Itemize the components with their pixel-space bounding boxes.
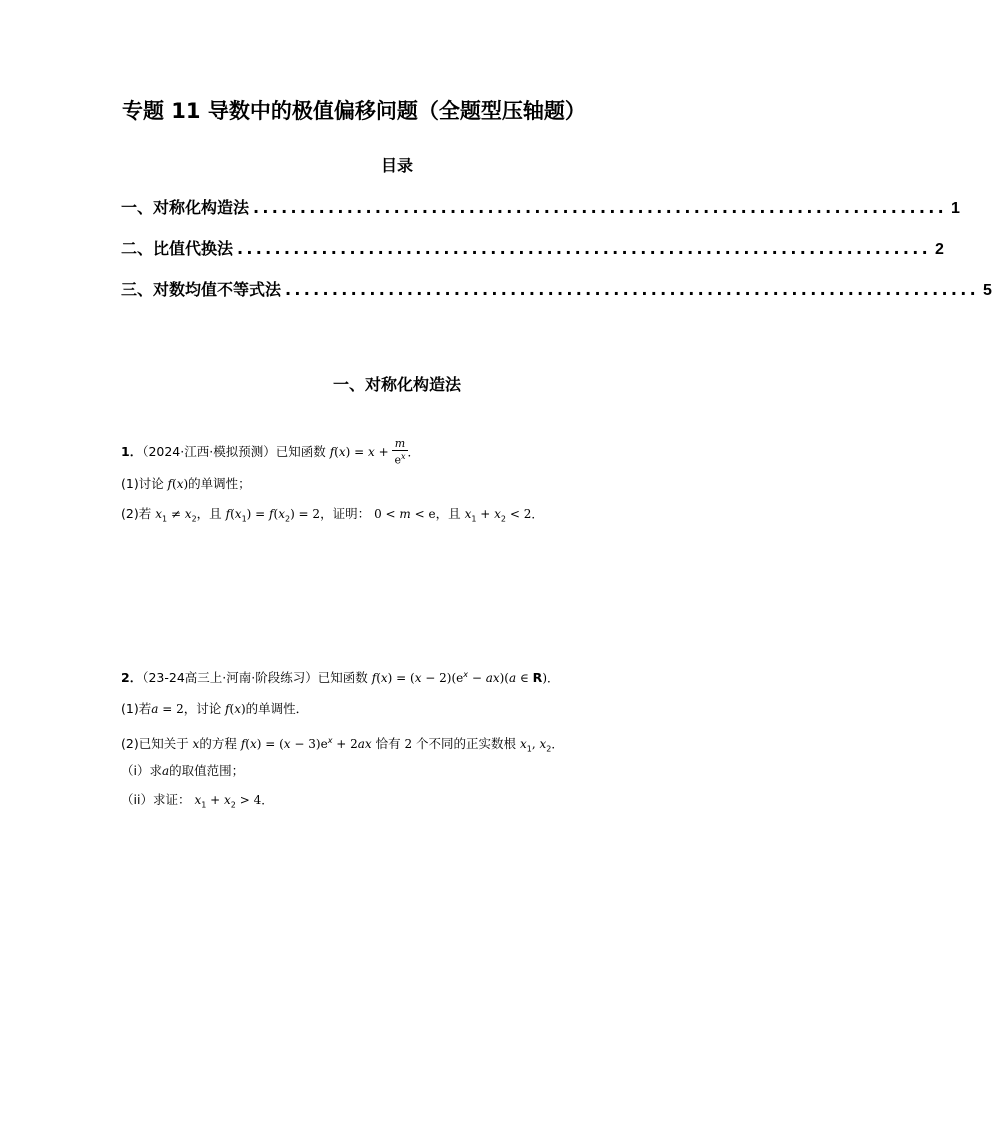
problem-source: （2024·江西·模拟预测）: [142, 443, 276, 459]
problem-source: （23-24高三上·河南·阶段练习）: [142, 670, 318, 686]
toc-item-page: 2: [935, 241, 944, 258]
formula-fx: f(x) = x + $\frac{m}{e^x}$: [329, 437, 406, 467]
section-heading: 一、对称化构造法: [332, 375, 461, 394]
problem-1-part-1: (1)讨论 f(x)的单调性；: [121, 476, 251, 491]
toc-leader-dots: ..........................................................................: [253, 198, 947, 217]
table-of-contents: [121, 195, 992, 318]
problem-1-part-2: (2)若 $x_1 \ne x_2$，且 $f(x_1) = f(x_2) = 2$，证明： 0 < m < e，且 $x_1 + x_2 < 2$．: [121, 506, 544, 524]
problem-number: 2．: [121, 670, 143, 686]
problem-2-statement: [121, 666, 559, 687]
problem-2-part-2-ii: （ii）求证： $x_1 + x_2 > 4$．: [121, 792, 274, 810]
toc-leader-dots: ..........................................................................: [285, 280, 979, 299]
problem-2-part-2: (2)已知关于 x的方程 $f(x) = (x - 3)e^x + 2ax$ 恰有 2 个不同的正实数根 $x_1$, $x_2$．: [121, 736, 564, 754]
problem-intro: 已知函数: [317, 670, 368, 686]
problem-number: 1．: [121, 443, 143, 459]
formula-fx: $f(x) = (x - 2)(e^x - ax)(a$ ∈ R)．: [371, 670, 559, 686]
toc-leader-dots: ..........................................................................: [237, 239, 931, 258]
toc-item[interactable]: [121, 277, 992, 318]
toc-item-page: 1: [951, 200, 960, 217]
toc-item-label: 二、比值代换法: [121, 239, 234, 258]
problem-1-statement: 1．（2024·江西·模拟预测）已知函数 f(x) = x + $\frac{m}{e^x}$ ．: [121, 437, 420, 467]
problem-intro: 已知函数: [275, 443, 326, 459]
toc-item-page: 5: [983, 282, 992, 299]
toc-item-label: 一、对称化构造法: [121, 198, 250, 217]
toc-item[interactable]: [121, 195, 960, 236]
problem-2-part-1: (1)若a = 2，讨论 f(x)的单调性．: [121, 701, 309, 716]
toc-item-label: 三、对数均值不等式法: [121, 280, 282, 299]
toc-heading: 目录: [380, 156, 413, 175]
page-title: 专题 11 导数中的极值偏移问题（全题型压轴题）: [122, 99, 586, 123]
problem-2-part-2-i: （i）求a的取值范围；: [121, 763, 245, 778]
toc-item[interactable]: [121, 236, 944, 277]
